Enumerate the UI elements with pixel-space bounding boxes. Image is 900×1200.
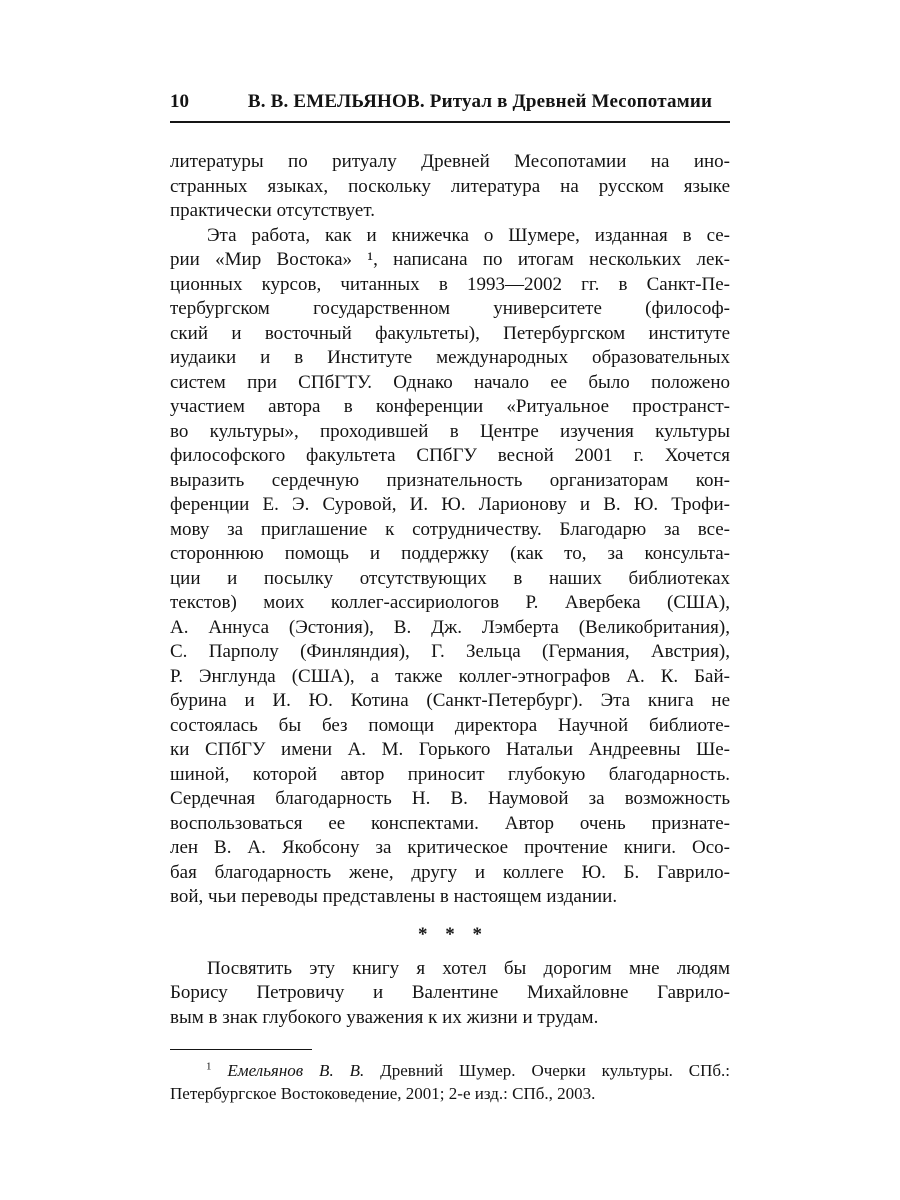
text-line: рии «Мир Востока» ¹, написана по итогам нескольких лек-: [170, 249, 730, 270]
text-line: мову за приглашение к сотрудничеству. Благодарю за все-: [170, 518, 730, 540]
text-line: во культуры», проходившей в Центре изучения культуры: [170, 420, 730, 442]
text-line: выразить сердечную признательность организаторам кон-: [170, 469, 730, 491]
text-line: ции и посылку отсутствующих в наших библиотеках: [170, 567, 730, 589]
text-line: философского факультета СПбГУ весной 2001 г. Хочется: [170, 445, 730, 466]
running-title: В. В. ЕМЕЛЬЯНОВ. Ритуал в Древней Месопотамии: [247, 91, 713, 112]
text-line: А. Аннуса (Эстония), В. Дж. Лэмберта (Великобритания),: [170, 616, 730, 638]
text-line: тербургском государственном университете (философ-: [170, 298, 730, 319]
text-line: ки СПбГУ имени А. М. Горького Натальи Андреевны Ше-: [170, 739, 730, 760]
footnote-text-part: Древний Шумер. Очерки культуры. СПб.:: [364, 1061, 730, 1080]
text-line: шиной, которой автор приносит глубокую благодарность.: [170, 763, 730, 785]
footnote: [170, 1059, 730, 1105]
text-line: вым в знак глубокого уважения к их жизни и трудам.: [170, 1006, 599, 1028]
footnote-line: [170, 1059, 730, 1082]
text-line: литературы по ритуалу Древней Месопотамии на ино-: [170, 151, 730, 172]
text-line: стороннюю помощь и поддержку (как то, за консульта-: [170, 543, 730, 564]
text-line: Сердечная благодарность Н. В. Наумовой за возможность: [170, 788, 730, 809]
text-line: странных языках, поскольку литература на русском языке: [170, 175, 730, 197]
text-line: Р. Энглунда (США), а также коллег-этнографов А. К. Бай-: [170, 665, 730, 687]
text-line: воспользоваться ее конспектами. Автор очень признате-: [170, 812, 730, 834]
text-line: Борису Петровичу и Валентине Михайловне Гаврило-: [170, 982, 730, 1003]
text-line: лен В. А. Якобсону за критическое прочтение книги. Осо-: [170, 837, 730, 858]
text-line: ционных курсов, читанных в 1993—2002 гг. в Санкт-Пе-: [170, 273, 730, 295]
paragraph-dedication: [170, 957, 730, 1031]
paragraph-continuation: [170, 150, 730, 224]
text-line: бая благодарность жене, другу и коллеге Ю. Б. Гаврило-: [170, 861, 730, 883]
section-separator: * * *: [418, 923, 482, 945]
footnote-line: Петербургское Востоковедение, 2001; 2-е изд.: СПб., 2003.: [170, 1084, 596, 1103]
text-line: практически отсутствует.: [170, 200, 375, 221]
text-line: бурина и И. Ю. Котина (Санкт-Петербург). Эта книга не: [170, 690, 730, 711]
paragraph-main: [170, 224, 730, 910]
text-line: участием автора в конференции «Ритуальное пространст-: [170, 396, 730, 417]
text-line: Посвятить эту книгу я хотел бы дорогим мне людям: [207, 957, 730, 979]
text-line: С. Парполу (Финляндия), Г. Зельца (Германия, Австрия),: [170, 641, 730, 662]
text-line: вой, чьи переводы представлены в настоящем издании.: [170, 886, 618, 907]
footnote-author: Емельянов В. В.: [227, 1061, 365, 1080]
text-line: ференции Е. Э. Суровой, И. Ю. Ларионову и В. Ю. Трофи-: [170, 494, 730, 515]
text-line: ский и восточный факультеты), Петербургском институте: [170, 322, 730, 344]
header-rule: [170, 121, 730, 123]
text-line: Эта работа, как и книжечка о Шумере, изданная в се-: [207, 224, 730, 246]
text-line: систем при СПбГТУ. Однако начало ее было положено: [170, 371, 730, 393]
footnote-rule: [170, 1049, 312, 1050]
text-line: иудаики и в Институте международных образовательных: [170, 347, 730, 368]
page-number: 10: [170, 91, 189, 112]
running-head: [170, 90, 730, 116]
text-line: текстов) моих коллег-ассириологов Р. Авербека (США),: [170, 592, 730, 613]
footnote-marker: 1: [206, 1060, 212, 1073]
text-line: состоялась бы без помощи директора Научной библиоте-: [170, 714, 730, 736]
body-text: [170, 150, 730, 1030]
